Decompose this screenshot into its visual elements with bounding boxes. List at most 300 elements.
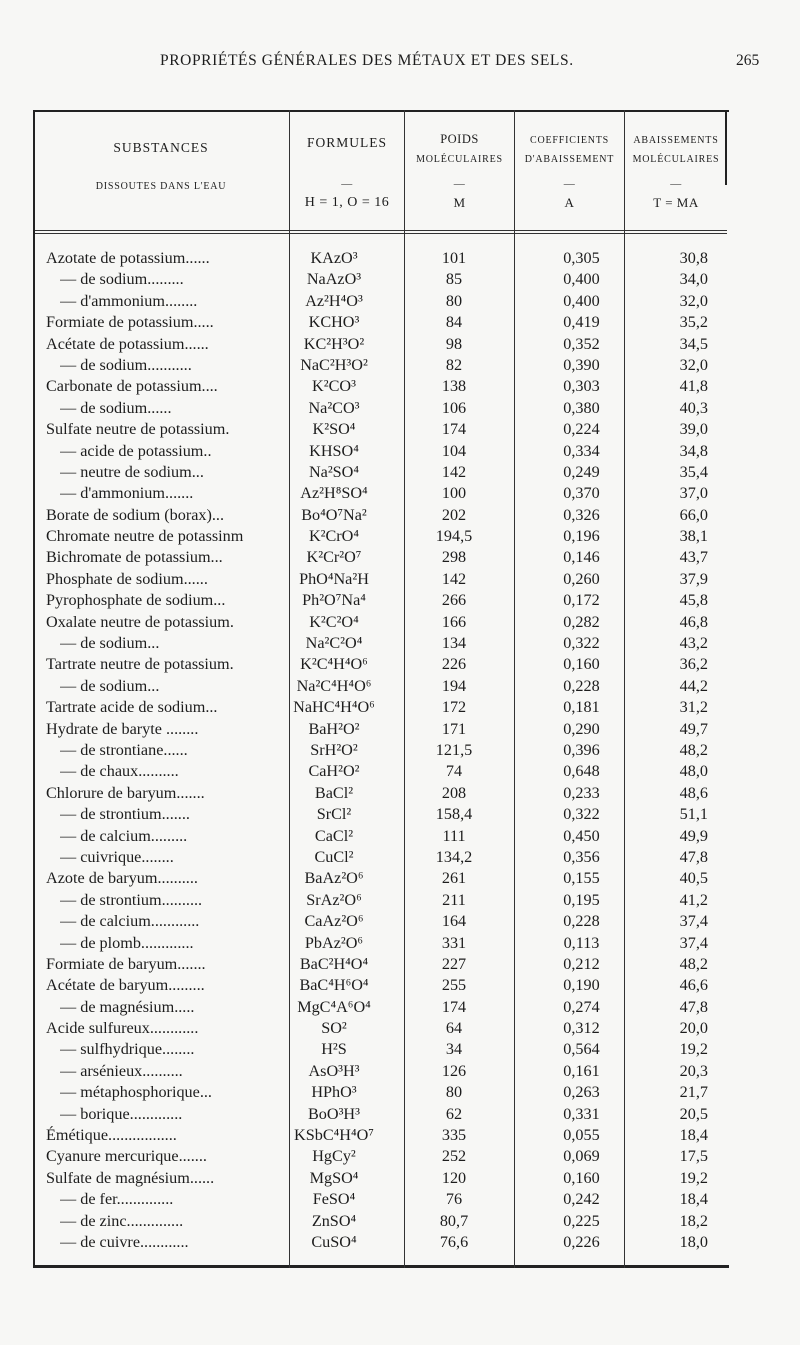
molecular-depression-cell: 19,2 <box>679 1040 708 1059</box>
molecular-weight-cell: 194 <box>441 676 467 695</box>
substance-name: Azote de baryum.......... <box>46 869 198 888</box>
header-abaissements-dash: — <box>670 178 682 190</box>
substance-name: Hydrate de baryte ........ <box>46 719 199 738</box>
substance-name: — de cuivre............ <box>60 1232 189 1251</box>
formula-cell: PhO⁴Na²H <box>299 569 369 588</box>
molecular-depression-cell: 37,4 <box>679 933 708 952</box>
substance-name: — métaphosphorique... <box>60 1083 212 1102</box>
coefficient-cell: 0,380 <box>563 398 600 417</box>
molecular-depression-cell: 19,2 <box>679 1168 708 1187</box>
molecular-weight-cell: 62 <box>445 1104 463 1123</box>
molecular-weight-cell: 80,7 <box>439 1211 469 1230</box>
header-abaissements-title1: ABAISSEMENTS <box>633 135 719 146</box>
coefficient-cell: 0,352 <box>563 334 600 353</box>
molecular-depression-cell: 45,8 <box>679 591 708 610</box>
coefficient-cell: 0,225 <box>563 1211 600 1230</box>
table-row <box>36 291 726 312</box>
molecular-weight-cell: 211 <box>442 890 466 909</box>
substance-name: Sulfate de magnésium...... <box>46 1168 215 1187</box>
molecular-depression-cell: 41,8 <box>679 377 708 396</box>
substance-name: — sulfhydrique........ <box>60 1040 195 1059</box>
coefficient-cell: 0,190 <box>563 976 600 995</box>
substance-name: Formiate de baryum....... <box>46 954 206 973</box>
table-row <box>36 933 726 954</box>
molecular-depression-cell: 46,8 <box>679 612 708 631</box>
molecular-weight-cell: 34 <box>445 1040 463 1059</box>
formula-cell: Na²C⁴H⁴O⁶ <box>296 676 372 695</box>
formula-cell: Az²H⁸SO⁴ <box>300 484 368 503</box>
coefficient-cell: 0,233 <box>563 783 600 802</box>
table-row <box>36 868 726 889</box>
formula-cell: MgSO⁴ <box>309 1168 359 1187</box>
coefficient-cell: 0,196 <box>563 527 600 546</box>
formula-cell: KC²H³O² <box>303 334 365 353</box>
coefficient-cell: 0,305 <box>563 249 600 267</box>
coefficient-cell: 0,113 <box>563 933 600 952</box>
molecular-depression-cell: 66,0 <box>679 505 708 524</box>
molecular-depression-cell: 17,5 <box>679 1147 708 1166</box>
table-row <box>36 483 726 504</box>
molecular-weight-cell: 255 <box>441 976 467 995</box>
table-row <box>36 676 726 697</box>
molecular-depression-cell: 37,4 <box>679 912 708 931</box>
substance-name: — de chaux.......... <box>60 762 179 781</box>
formula-cell: BaC⁴H⁶O⁴ <box>299 976 369 995</box>
molecular-weight-cell: 174 <box>441 420 467 439</box>
molecular-weight-cell: 335 <box>441 1126 467 1145</box>
formula-cell: H²S <box>321 1040 347 1059</box>
coefficient-cell: 0,160 <box>563 655 600 674</box>
substance-name: Pyrophosphate de sodium... <box>46 591 226 610</box>
table-row <box>36 590 726 611</box>
coefficient-cell: 0,260 <box>563 569 600 588</box>
molecular-weight-cell: 298 <box>441 548 467 567</box>
formula-cell: KSbC⁴H⁴O⁷ <box>294 1126 374 1145</box>
header-coefficients-title1: COEFFICIENTS <box>529 135 610 146</box>
coefficient-cell: 0,160 <box>563 1168 600 1187</box>
formula-cell: Na²SO⁴ <box>308 462 360 481</box>
molecular-weight-cell: 164 <box>441 912 467 931</box>
substance-name: Formiate de potassium..... <box>46 313 214 332</box>
molecular-depression-cell: 18,2 <box>679 1211 708 1230</box>
molecular-weight-cell: 142 <box>441 569 467 588</box>
substance-name: Bichromate de potassium... <box>46 548 223 567</box>
formula-cell: BaC²H⁴O⁴ <box>299 954 369 973</box>
coefficient-cell: 0,055 <box>563 1126 600 1145</box>
molecular-depression-cell: 48,0 <box>679 762 708 781</box>
coefficient-cell: 0,212 <box>563 954 600 973</box>
coefficient-cell: 0,400 <box>563 291 600 310</box>
substance-name: Azotate de potassium...... <box>46 249 210 267</box>
coefficient-cell: 0,450 <box>563 826 600 845</box>
formula-cell: Na²CO³ <box>308 398 360 417</box>
molecular-depression-cell: 44,2 <box>679 676 708 695</box>
substance-name: Phosphate de sodium...... <box>46 569 208 588</box>
table-row <box>36 312 726 333</box>
table-row <box>36 719 726 740</box>
coefficient-cell: 0,322 <box>563 805 600 824</box>
table-row <box>36 1189 726 1210</box>
table-row <box>36 505 726 526</box>
header-rule <box>35 233 727 234</box>
molecular-weight-cell: 121,5 <box>435 740 473 759</box>
table-row <box>36 847 726 868</box>
formula-cell: HPhO³ <box>311 1083 357 1102</box>
formula-cell: FeSO⁴ <box>312 1190 356 1209</box>
formula-cell: CuCl² <box>314 847 354 866</box>
formula-cell: NaAzO³ <box>306 270 362 289</box>
table-row <box>36 569 726 590</box>
table-row <box>36 1125 726 1146</box>
molecular-weight-cell: 74 <box>445 762 463 781</box>
table-row <box>36 954 726 975</box>
substance-name: Acide sulfureux............ <box>46 1019 199 1038</box>
header-abaissements-symbol: T = MA <box>653 195 699 210</box>
header-poids-symbol: M <box>453 195 466 210</box>
coefficient-cell: 0,419 <box>563 313 600 332</box>
table-row <box>36 633 726 654</box>
formula-cell: BoO³H³ <box>308 1104 360 1123</box>
formula-cell: Az²H⁴O³ <box>305 291 363 310</box>
formula-cell: SrCl² <box>316 805 352 824</box>
substance-name: — cuivrique........ <box>60 847 174 866</box>
coefficient-cell: 0,195 <box>563 890 600 909</box>
substance-name: — de sodium... <box>60 676 160 695</box>
substance-name: Tartrate acide de sodium... <box>46 698 218 717</box>
header-poids-title1: POIDS <box>440 132 479 146</box>
coefficient-cell: 0,249 <box>563 462 600 481</box>
substance-name: Sulfate neutre de potassium. <box>46 420 230 439</box>
table-row <box>36 419 726 440</box>
table-row <box>36 697 726 718</box>
table-row <box>36 1232 726 1253</box>
molecular-weight-cell: 252 <box>441 1147 467 1166</box>
coefficient-cell: 0,228 <box>563 676 600 695</box>
molecular-weight-cell: 82 <box>445 355 463 374</box>
molecular-depression-cell: 51,1 <box>679 805 708 824</box>
table-row <box>36 890 726 911</box>
formula-cell: Bo⁴O⁷Na² <box>301 505 367 524</box>
formula-cell: K²SO⁴ <box>312 420 356 439</box>
coefficient-cell: 0,274 <box>563 997 600 1016</box>
coefficient-cell: 0,564 <box>563 1040 600 1059</box>
header-substances <box>36 141 286 156</box>
substance-name: Borate de sodium (borax)... <box>46 505 225 524</box>
formula-cell: K²CO³ <box>312 377 356 396</box>
substance-name: — de sodium........... <box>60 355 192 374</box>
formula-cell: Ph²O⁷Na⁴ <box>302 591 366 610</box>
table-row <box>36 398 726 419</box>
molecular-depression-cell: 34,0 <box>679 270 708 289</box>
molecular-weight-cell: 134 <box>441 634 467 653</box>
formula-cell: SO² <box>321 1019 347 1038</box>
coefficient-cell: 0,263 <box>563 1083 600 1102</box>
table-row <box>36 1104 726 1125</box>
molecular-depression-cell: 38,1 <box>679 527 708 546</box>
molecular-weight-cell: 134,2 <box>435 847 473 866</box>
molecular-weight-cell: 76,6 <box>439 1232 469 1251</box>
header-substances-subtitle: DISSOUTES DANS L'EAU <box>95 181 227 192</box>
table-row <box>36 441 726 462</box>
molecular-depression-cell: 32,0 <box>679 355 708 374</box>
coefficient-cell: 0,172 <box>563 591 600 610</box>
molecular-weight-cell: 166 <box>441 612 467 631</box>
coefficient-cell: 0,226 <box>563 1232 600 1251</box>
molecular-depression-cell: 48,6 <box>679 783 708 802</box>
table-row <box>36 654 726 675</box>
table-row <box>36 783 726 804</box>
table-row <box>36 911 726 932</box>
substance-name: — de plomb............. <box>60 933 194 952</box>
molecular-weight-cell: 227 <box>441 954 467 973</box>
formula-cell: KAzO³ <box>310 249 358 267</box>
formula-cell: HgCy² <box>312 1147 356 1166</box>
molecular-weight-cell: 80 <box>445 1083 463 1102</box>
formula-cell: AsO³H³ <box>308 1061 360 1080</box>
substance-name: — de sodium... <box>60 634 160 653</box>
molecular-depression-cell: 18,4 <box>679 1126 708 1145</box>
coefficient-cell: 0,146 <box>563 548 600 567</box>
substance-name: — d'ammonium....... <box>60 484 194 503</box>
table-row <box>36 1211 726 1232</box>
table-row <box>36 761 726 782</box>
molecular-weight-cell: 76 <box>445 1190 463 1209</box>
header-formules-note: H = 1, O = 16 <box>304 195 390 210</box>
formula-cell: KCHO³ <box>308 313 360 332</box>
molecular-depression-cell: 20,5 <box>679 1104 708 1123</box>
header-abaissements-title2: MOLÉCULAIRES <box>632 154 720 165</box>
molecular-depression-cell: 40,3 <box>679 398 708 417</box>
molecular-depression-cell: 20,3 <box>679 1061 708 1080</box>
molecular-weight-cell: 98 <box>445 334 463 353</box>
substance-name: — de calcium............ <box>60 912 200 931</box>
header-formules-dash: — <box>341 178 353 190</box>
molecular-weight-cell: 101 <box>441 249 467 267</box>
molecular-weight-cell: 194,5 <box>435 527 473 546</box>
table-row <box>36 740 726 761</box>
substance-name: Émétique................. <box>46 1126 177 1145</box>
molecular-weight-cell: 208 <box>441 783 467 802</box>
table-row <box>36 1039 726 1060</box>
page-number: 265 <box>736 52 760 69</box>
table-row <box>36 975 726 996</box>
formula-cell: CuSO⁴ <box>311 1232 357 1251</box>
molecular-depression-cell: 37,0 <box>679 484 708 503</box>
molecular-weight-cell: 120 <box>441 1168 467 1187</box>
coefficient-cell: 0,282 <box>563 612 600 631</box>
table-row <box>36 248 726 269</box>
molecular-weight-cell: 172 <box>441 698 467 717</box>
table-row <box>36 1168 726 1189</box>
coefficient-cell: 0,400 <box>563 270 600 289</box>
formula-cell: K²C⁴H⁴O⁶ <box>300 655 368 674</box>
molecular-weight-cell: 266 <box>441 591 467 610</box>
coefficient-cell: 0,181 <box>563 698 600 717</box>
header-substances-title: SUBSTANCES <box>113 140 209 155</box>
molecular-weight-cell: 126 <box>441 1061 467 1080</box>
substance-name: Oxalate neutre de potassium. <box>46 612 234 631</box>
substance-name: Chromate neutre de potassinm <box>46 527 244 546</box>
header-poids-dash: — <box>453 178 466 190</box>
coefficient-cell: 0,290 <box>563 719 600 738</box>
table-row <box>36 1061 726 1082</box>
molecular-depression-cell: 47,8 <box>679 997 708 1016</box>
table-row <box>36 355 726 376</box>
formula-cell: K²C²O⁴ <box>309 612 359 631</box>
molecular-weight-cell: 202 <box>441 505 467 524</box>
coefficient-cell: 0,322 <box>563 634 600 653</box>
formula-cell: KHSO⁴ <box>309 441 359 460</box>
molecular-weight-cell: 174 <box>441 997 467 1016</box>
molecular-depression-cell: 20,0 <box>679 1019 708 1038</box>
header-poids-title2: MOLÉCULAIRES <box>416 154 503 165</box>
molecular-depression-cell: 18,4 <box>679 1190 708 1209</box>
coefficient-cell: 0,326 <box>563 505 600 524</box>
substance-name: — de magnésium..... <box>60 997 195 1016</box>
molecular-weight-cell: 80 <box>445 291 463 310</box>
substance-name: — de sodium...... <box>60 398 172 417</box>
formula-cell: MgC⁴A⁶O⁴ <box>297 997 371 1016</box>
formula-cell: NaC²H³O² <box>300 355 368 374</box>
coefficient-cell: 0,069 <box>563 1147 600 1166</box>
molecular-weight-cell: 85 <box>445 270 463 289</box>
header-formules <box>290 136 404 151</box>
coefficient-cell: 0,648 <box>563 762 600 781</box>
molecular-depression-cell: 31,2 <box>679 698 708 717</box>
formula-cell: CaH²O² <box>308 762 360 781</box>
formula-cell: SrAz²O⁶ <box>306 890 362 909</box>
header-coefficients-symbol: A <box>564 195 575 210</box>
molecular-weight-cell: 138 <box>441 377 467 396</box>
table-row <box>36 376 726 397</box>
molecular-weight-cell: 111 <box>442 826 466 845</box>
header-coefficients-dash: — <box>563 178 576 190</box>
molecular-weight-cell: 226 <box>441 655 467 674</box>
molecular-depression-cell: 41,2 <box>679 890 708 909</box>
substance-name: Chlorure de baryum....... <box>46 783 205 802</box>
formula-cell: CaCl² <box>314 826 354 845</box>
molecular-depression-cell: 30,8 <box>679 249 708 267</box>
molecular-depression-cell: 21,7 <box>679 1083 708 1102</box>
molecular-depression-cell: 43,2 <box>679 634 708 653</box>
molecular-depression-cell: 47,8 <box>679 847 708 866</box>
coefficient-cell: 0,242 <box>563 1190 600 1209</box>
molecular-depression-cell: 37,9 <box>679 569 708 588</box>
table-row <box>36 826 726 847</box>
table-row <box>36 462 726 483</box>
coefficient-cell: 0,396 <box>563 740 600 759</box>
molecular-depression-cell: 49,9 <box>679 826 708 845</box>
molecular-weight-cell: 171 <box>441 719 467 738</box>
coefficient-cell: 0,370 <box>563 484 600 503</box>
molecular-depression-cell: 32,0 <box>679 291 708 310</box>
substance-name: Cyanure mercurique....... <box>46 1147 207 1166</box>
substance-name: — de calcium......... <box>60 826 188 845</box>
table-body <box>36 248 726 1253</box>
molecular-depression-cell: 48,2 <box>679 954 708 973</box>
substance-name: — de strontium....... <box>60 805 190 824</box>
substance-name: — de strontium.......... <box>60 890 203 909</box>
formula-cell: BaAz²O⁶ <box>304 869 364 888</box>
table-row <box>36 526 726 547</box>
substance-name: — de zinc.............. <box>60 1211 184 1230</box>
table-row <box>36 997 726 1018</box>
table-row <box>36 1018 726 1039</box>
coefficient-cell: 0,228 <box>563 912 600 931</box>
formula-cell: K²CrO⁴ <box>308 527 360 546</box>
formula-cell: SrH²O² <box>310 740 358 759</box>
header-coefficients-title2: D'ABAISSEMENT <box>524 154 615 165</box>
table-row <box>36 1082 726 1103</box>
table-row <box>36 269 726 290</box>
coefficient-cell: 0,303 <box>563 377 600 396</box>
molecular-weight-cell: 100 <box>441 484 467 503</box>
molecular-depression-cell: 36,2 <box>679 655 708 674</box>
molecular-weight-cell: 106 <box>441 398 467 417</box>
coefficient-cell: 0,161 <box>563 1061 600 1080</box>
formula-cell: CaAz²O⁶ <box>304 912 364 931</box>
molecular-depression-cell: 18,0 <box>679 1232 708 1251</box>
molecular-depression-cell: 35,4 <box>679 462 708 481</box>
coefficient-cell: 0,312 <box>563 1019 600 1038</box>
substance-name: — de strontiane...... <box>60 740 188 759</box>
table-row <box>36 334 726 355</box>
formula-cell: ZnSO⁴ <box>311 1211 357 1230</box>
molecular-weight-cell: 84 <box>445 313 463 332</box>
substance-name: — acide de potassium.. <box>60 441 212 460</box>
running-title: PROPRIÉTÉS GÉNÉRALES DES MÉTAUX ET DES SELS. <box>160 52 574 69</box>
substance-name: — de fer.............. <box>60 1190 174 1209</box>
substance-name: — neutre de sodium... <box>60 462 204 481</box>
substance-name: — arsénieux.......... <box>60 1061 183 1080</box>
table-row <box>36 612 726 633</box>
substance-name: Carbonate de potassium.... <box>46 377 218 396</box>
molecular-depression-cell: 40,5 <box>679 869 708 888</box>
molecular-depression-cell: 35,2 <box>679 313 708 332</box>
header-rule <box>35 230 727 231</box>
molecular-depression-cell: 48,2 <box>679 740 708 759</box>
substance-name: Acétate de baryum......... <box>46 976 205 995</box>
formula-cell: PbAz²O⁶ <box>304 933 364 952</box>
substance-name: — d'ammonium........ <box>60 291 198 310</box>
molecular-depression-cell: 34,5 <box>679 334 708 353</box>
molecular-depression-cell: 43,7 <box>679 548 708 567</box>
coefficient-cell: 0,334 <box>563 441 600 460</box>
formula-cell: K²Cr²O⁷ <box>306 548 362 567</box>
substance-name: — de sodium......... <box>60 270 184 289</box>
substance-name: Acétate de potassium...... <box>46 334 209 353</box>
coefficient-cell: 0,390 <box>563 355 600 374</box>
table-row <box>36 804 726 825</box>
table-row <box>36 1146 726 1167</box>
molecular-weight-cell: 261 <box>441 869 467 888</box>
coefficient-cell: 0,224 <box>563 420 600 439</box>
molecular-weight-cell: 158,4 <box>435 805 473 824</box>
formula-cell: NaHC⁴H⁴O⁶ <box>293 698 375 717</box>
molecular-depression-cell: 34,8 <box>679 441 708 460</box>
molecular-weight-cell: 104 <box>441 441 467 460</box>
molecular-depression-cell: 49,7 <box>679 719 708 738</box>
coefficient-cell: 0,356 <box>563 847 600 866</box>
molecular-weight-cell: 142 <box>441 462 467 481</box>
header-formules-title: FORMULES <box>306 135 387 150</box>
formula-cell: Na²C²O⁴ <box>305 634 363 653</box>
molecular-weight-cell: 64 <box>445 1019 463 1038</box>
table-row <box>36 547 726 568</box>
formula-cell: BaCl² <box>314 783 354 802</box>
molecular-weight-cell: 331 <box>441 933 467 952</box>
coefficient-cell: 0,331 <box>563 1104 600 1123</box>
